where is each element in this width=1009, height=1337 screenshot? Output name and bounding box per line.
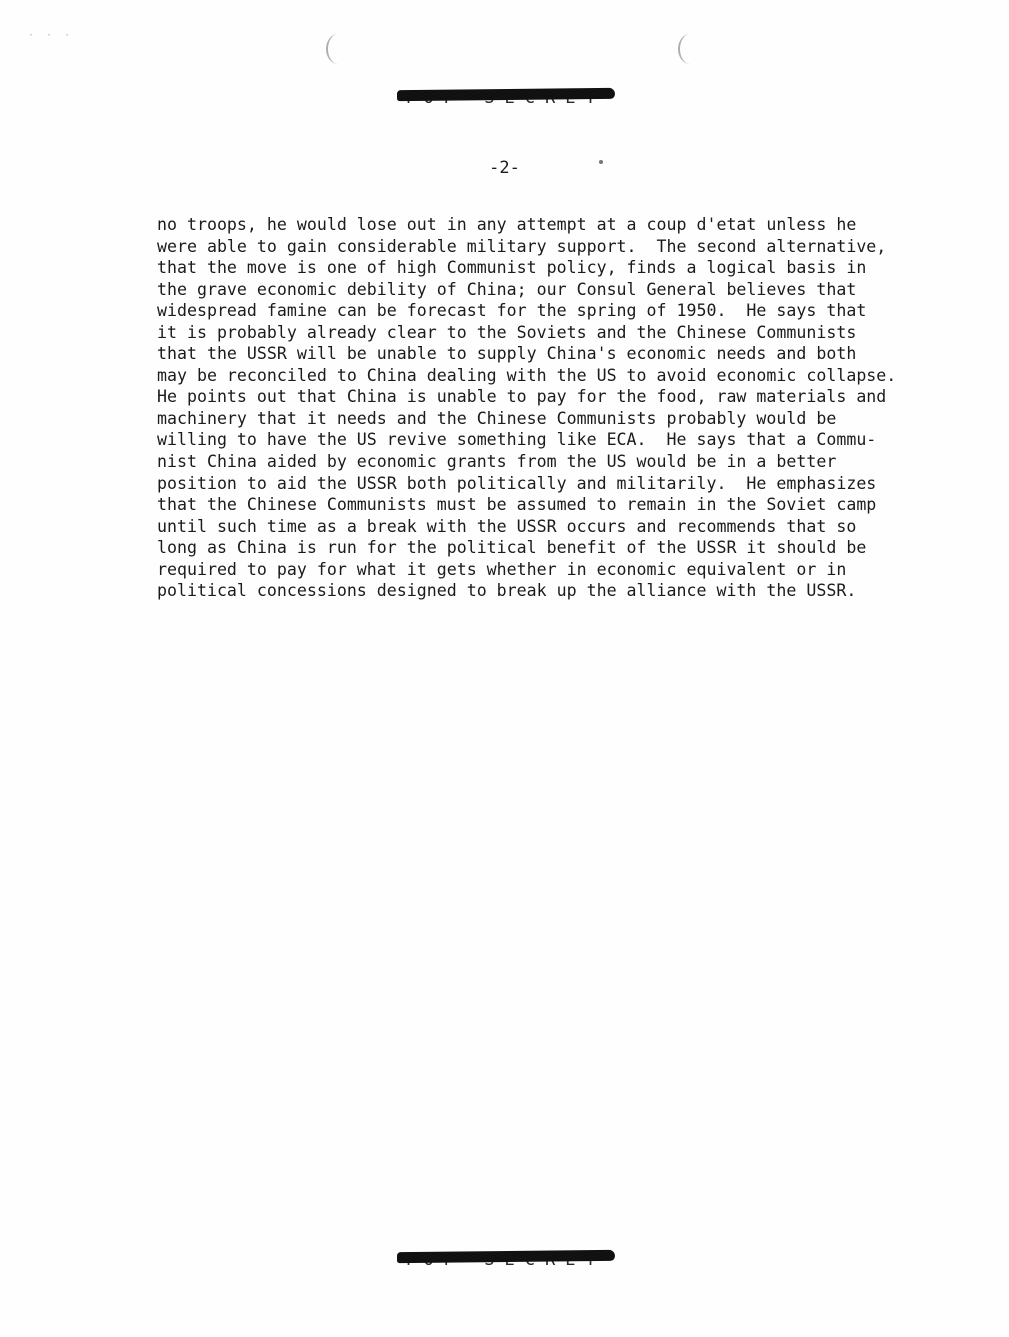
text-line: that the move is one of high Communist policy, finds a logical basis in (157, 258, 867, 278)
classification-header (0, 88, 1009, 112)
classification-marking-top (403, 88, 605, 108)
text-line: required to pay for what it gets whether in economic equivalent or in (157, 559, 847, 579)
text-line: may be reconciled to China dealing with the US to avoid economic collapse. (157, 365, 897, 385)
text-line: He points out that China is unable to pay for the food, raw materials and (157, 387, 887, 407)
text-line: widespread famine can be forecast for the spring of 1950. He says that (157, 301, 867, 321)
text-line: it is probably already clear to the Soviets and the Chinese Communists (157, 322, 857, 342)
text-line: until such time as a break with the USSR occurs and recommends that so (157, 516, 857, 536)
text-line: political concessions designed to break up the alliance with the USSR. (157, 581, 857, 601)
body-paragraph (157, 214, 957, 602)
text-line: that the USSR will be unable to supply China's economic needs and both (157, 344, 857, 364)
text-line: were able to gain considerable military support. The second alternative, (157, 236, 887, 256)
page-number: -2- (489, 158, 520, 178)
text-line: that the Chinese Communists must be assumed to remain in the Soviet camp (157, 495, 877, 515)
ink-speck (599, 160, 603, 164)
text-line: no troops, he would lose out in any attempt at a coup d'etat unless he (157, 215, 857, 234)
text-line: long as China is run for the political benefit of the USSR it should be (157, 538, 867, 558)
classification-footer (0, 1250, 1009, 1274)
text-line: the grave economic debility of China; our Consul General believes that (157, 279, 857, 299)
punch-hole-left (326, 34, 350, 64)
punch-hole-right (678, 34, 702, 64)
text-line: position to aid the USSR both politically and militarily. He emphasizes (157, 473, 877, 493)
corner-smudge: · · · (28, 30, 74, 41)
text-line: nist China aided by economic grants from the US would be in a better (157, 452, 837, 472)
redaction-strike (397, 1250, 615, 1263)
text-line: machinery that it needs and the Chinese Communists probably would be (157, 408, 837, 428)
redaction-strike (397, 88, 615, 101)
text-line: willing to have the US revive something like ECA. He says that a Commu- (157, 430, 877, 450)
classification-marking-bottom (403, 1250, 605, 1270)
